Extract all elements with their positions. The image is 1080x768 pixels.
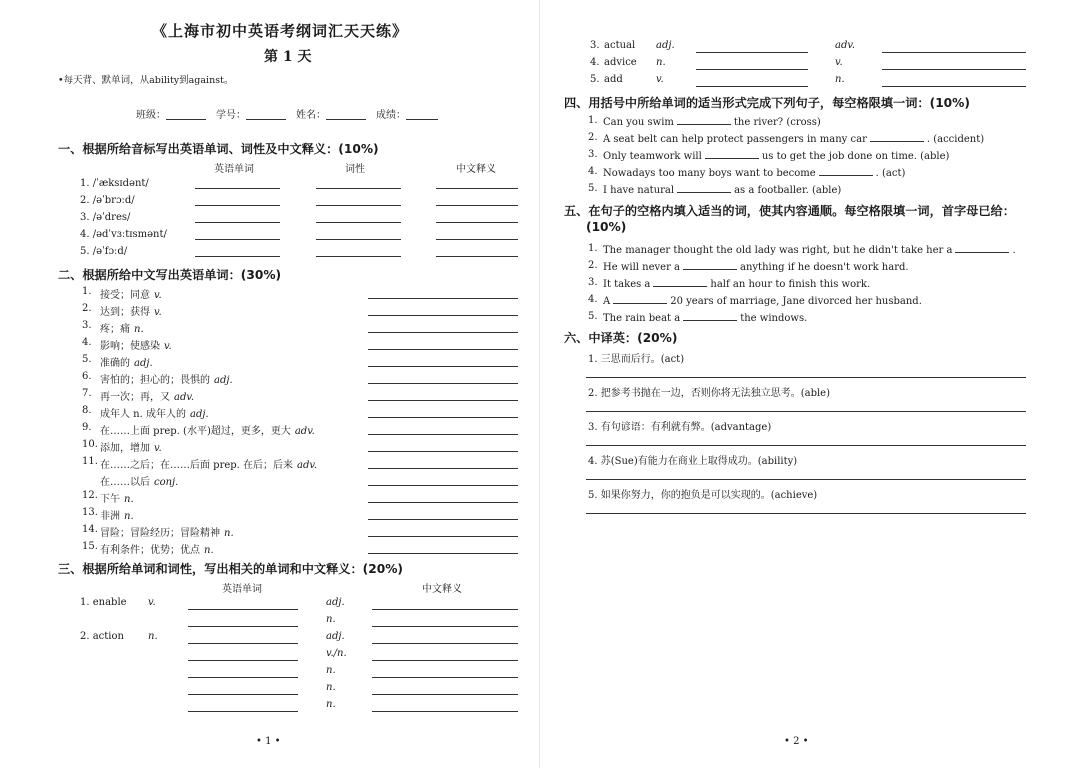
student-id-label: 学号： (216, 110, 246, 121)
given-word: add (604, 74, 623, 85)
student-id-field[interactable] (246, 119, 286, 120)
chinese-meaning (100, 507, 134, 522)
item-number: 4. (82, 337, 92, 348)
given-word: 2. action (80, 631, 124, 642)
answer-field[interactable] (368, 519, 518, 520)
item-number: 4. (588, 294, 598, 305)
item-number: 6. (82, 371, 92, 382)
item-number: 2. (82, 303, 92, 314)
page-2 (540, 0, 1080, 768)
answer-word-field[interactable] (195, 188, 280, 189)
given-word: actual (604, 40, 636, 51)
blank-field[interactable] (677, 183, 731, 193)
answer-field[interactable] (368, 553, 518, 554)
part-of-speech: n. (204, 545, 214, 556)
sentence (603, 132, 984, 145)
answer-meaning-field[interactable] (882, 86, 1026, 87)
blank-field[interactable] (955, 243, 1009, 253)
answer-field[interactable] (368, 502, 518, 503)
phonetic-item: 4. /ədˈvɜːtɪsmənt/ (80, 229, 167, 240)
meaning-text: 接受；同意 (100, 290, 150, 301)
sentence-text: A seat belt can help protect passengers in many car (603, 134, 867, 145)
answer-meaning-field[interactable] (372, 694, 518, 695)
item-number: 11. (82, 456, 98, 467)
part-of-speech: adj. (189, 409, 209, 420)
meaning-text: 害怕的；担心的；畏惧的 (100, 375, 210, 386)
answer-pos-field[interactable] (316, 222, 401, 223)
col-header-meaning: 中文释义 (422, 584, 462, 595)
translation-answer-field[interactable] (586, 513, 1026, 514)
item-number: 14. (82, 524, 98, 535)
answer-word-field[interactable] (188, 677, 298, 678)
phonetic-item: 2. /əˈbrɔːd/ (80, 195, 135, 206)
meaning-text: 达到；获得 (100, 307, 150, 318)
answer-meaning-field[interactable] (372, 660, 518, 661)
part-of-speech: n. (224, 528, 234, 539)
part-of-speech: adv. (294, 426, 315, 437)
chinese-meaning (100, 405, 209, 420)
sentence-text: Can you swim (603, 117, 674, 128)
section-5-heading-score: (10%) (586, 220, 627, 234)
answer-meaning-field[interactable] (372, 609, 518, 610)
sentence-text: I have natural (603, 185, 675, 196)
answer-word-field[interactable] (696, 52, 808, 53)
chinese-meaning (100, 354, 153, 369)
chinese-meaning (100, 286, 162, 301)
blank-field[interactable] (819, 166, 873, 176)
worksheet-title: 《上海市初中英语考纲词汇天天练》 (152, 22, 409, 40)
item-number: 4. (588, 166, 598, 177)
item-number: 2. (588, 260, 598, 271)
chinese-meaning (100, 473, 178, 488)
sentence-text: the river? (cross) (733, 117, 821, 128)
part-of-speech: v. (154, 307, 162, 318)
class-label: 班级： (136, 110, 166, 121)
translation-prompt: 4. 苏(Sue)有能力在商业上取得成功。(ability) (588, 456, 798, 467)
translation-answer-field[interactable] (586, 411, 1026, 412)
sentence (603, 260, 909, 273)
answer-word-field[interactable] (195, 239, 280, 240)
item-number: 12. (82, 490, 98, 501)
item-number: 7. (82, 388, 92, 399)
given-word: advice (604, 57, 637, 68)
day-label: 第 1 天 (264, 49, 312, 65)
part-of-speech: v. (154, 290, 162, 301)
answer-meaning-field[interactable] (372, 711, 518, 712)
blank-field[interactable] (653, 277, 707, 287)
meaning-text: 冒险；冒险经历；冒险精神 (100, 528, 220, 539)
answer-field[interactable] (368, 400, 518, 401)
item-number: 1. (82, 286, 92, 297)
answer-meaning-field[interactable] (436, 222, 518, 223)
part-of-speech: v./n. (326, 648, 347, 659)
meaning-text: 添加，增加 (100, 443, 150, 454)
sentence-text: the windows. (740, 313, 808, 324)
item-number: 3. (82, 320, 92, 331)
answer-meaning-field[interactable] (372, 677, 518, 678)
sentence (603, 311, 807, 324)
chinese-meaning (100, 541, 214, 556)
part-of-speech: adv. (297, 460, 318, 471)
item-number: 1. (588, 115, 598, 126)
item-number: 3. (588, 277, 598, 288)
sentence-text: Nowadays too many boys want to become (603, 168, 816, 179)
item-number: 5. (590, 74, 600, 85)
part-of-speech: n. (124, 494, 134, 505)
answer-pos-field[interactable] (316, 205, 401, 206)
page-number: • 2 • (784, 736, 809, 747)
answer-field[interactable] (368, 451, 518, 452)
item-number: 2. (588, 132, 598, 143)
item-number: 5. (588, 183, 598, 194)
translation-prompt: 2. 把参考书抛在一边，否则你将无法独立思考。(able) (588, 388, 831, 399)
sentence (603, 166, 905, 179)
translation-answer-field[interactable] (586, 445, 1026, 446)
given-word: 1. enable (80, 597, 127, 608)
sentence-text: A (603, 296, 611, 307)
sentence-text: Only teamwork will (603, 151, 702, 162)
chinese-meaning (100, 439, 162, 454)
section-1-heading: 一、根据所给音标写出英语单词、词性及中文释义：(10%) (58, 142, 379, 156)
item-number: 8. (82, 405, 92, 416)
sentence-text: half an hour to finish this work. (710, 279, 871, 290)
answer-word-field[interactable] (696, 86, 808, 87)
part-of-speech: v. (164, 341, 172, 352)
translation-prompt: 3. 有句谚语：有利就有弊。(advantage) (588, 422, 772, 433)
answer-field[interactable] (368, 536, 518, 537)
answer-word-field[interactable] (188, 609, 298, 610)
given-word-pos: v. (656, 74, 664, 85)
sentence-text: us to get the job done on time. (able) (761, 151, 950, 162)
part-of-speech: n. (134, 324, 144, 335)
instruction-note: •每天背、默单词，从ability到against。 (58, 75, 234, 86)
answer-field[interactable] (368, 332, 518, 333)
answer-word-field[interactable] (195, 256, 280, 257)
section-2-heading: 二、根据所给中文写出英语单词：(30%) (58, 268, 282, 282)
item-number: 10. (82, 439, 98, 450)
answer-field[interactable] (368, 366, 518, 367)
blank-field[interactable] (683, 260, 737, 270)
answer-pos-field[interactable] (316, 188, 401, 189)
item-number: 3. (588, 149, 598, 160)
phonetic-item: 5. /əˈfɔːd/ (80, 246, 128, 257)
answer-field[interactable] (368, 417, 518, 418)
translation-prompt: 1. 三思而后行。(act) (588, 354, 685, 365)
answer-word-field[interactable] (188, 694, 298, 695)
page-number: • 1 • (256, 736, 281, 747)
col-header-word: 英语单词 (214, 164, 254, 175)
sentence-text: 20 years of marriage, Jane divorced her husband. (670, 296, 922, 307)
section-4-heading: 四、用括号中所给单词的适当形式完成下列句子，每空格限填一词：(10%) (564, 96, 970, 110)
answer-meaning-field[interactable] (882, 69, 1026, 70)
blank-field[interactable] (870, 132, 924, 142)
item-number: 5. (588, 311, 598, 322)
blank-field[interactable] (677, 115, 731, 125)
sentence (603, 294, 922, 307)
sentence-text: as a footballer. (able) (734, 185, 842, 196)
item-number: 3. (590, 40, 600, 51)
sentence (603, 243, 1016, 256)
chinese-meaning (100, 320, 144, 335)
item-number: 15. (82, 541, 98, 552)
col-header-word: 英语单词 (222, 584, 262, 595)
answer-meaning-field[interactable] (436, 205, 518, 206)
answer-field[interactable] (368, 468, 518, 469)
part-of-speech: n. (326, 682, 336, 693)
answer-meaning-field[interactable] (882, 52, 1026, 53)
class-field[interactable] (166, 119, 206, 120)
meaning-text: 准确的 (100, 358, 130, 369)
answer-meaning-field[interactable] (372, 626, 518, 627)
given-word-pos: adj. (656, 40, 675, 51)
translation-answer-field[interactable] (586, 479, 1026, 480)
part-of-speech: n. (326, 665, 336, 676)
answer-meaning-field[interactable] (436, 188, 518, 189)
sentence-text: . (accident) (926, 134, 985, 145)
phonetic-item: 3. /əˈdres/ (80, 212, 131, 223)
translation-prompt: 5. 如果你努力，你的抱负是可以实现的。(achieve) (588, 490, 818, 501)
answer-field[interactable] (368, 434, 518, 435)
item-number: 5. (82, 354, 92, 365)
part-of-speech: v. (154, 443, 162, 454)
sentence-text: It takes a (603, 279, 651, 290)
part-of-speech: v. (835, 57, 843, 68)
answer-field[interactable] (368, 383, 518, 384)
answer-field[interactable] (368, 315, 518, 316)
given-word-pos: n. (656, 57, 666, 68)
sentence-text: anything if he doesn't work hard. (740, 262, 909, 273)
item-number: 13. (82, 507, 98, 518)
answer-word-field[interactable] (188, 711, 298, 712)
item-number: 4. (590, 57, 600, 68)
blank-field[interactable] (613, 294, 667, 304)
chinese-meaning (100, 456, 317, 471)
meaning-text: 在……之后；在……后面 prep. 在后；后来 (100, 460, 294, 471)
meaning-text: 成年人 n. 成年人的 (100, 409, 186, 420)
meaning-text: 影响；使感染 (100, 341, 160, 352)
section-5-heading: 五、在句子的空格内填入适当的词，使其内容通顺。每空格限填一词，首字母已给： (564, 204, 1015, 218)
answer-meaning-field[interactable] (436, 239, 518, 240)
chinese-meaning (100, 422, 315, 437)
given-word-pos: v. (148, 597, 156, 608)
answer-field[interactable] (368, 485, 518, 486)
part-of-speech: adj. (326, 597, 345, 608)
answer-word-field[interactable] (188, 660, 298, 661)
chinese-meaning (100, 388, 194, 403)
part-of-speech: adj. (134, 358, 153, 369)
given-word-pos: n. (148, 631, 158, 642)
part-of-speech: adv. (835, 40, 856, 51)
sentence-text: The manager thought the old lady was right, but he didn't take her a (603, 245, 953, 256)
sentence (603, 115, 821, 128)
meaning-text: 有利条件；优势；优点 (100, 545, 200, 556)
answer-word-field[interactable] (188, 643, 298, 644)
sentence-text: The rain beat a (603, 313, 681, 324)
sentence-text: He will never a (603, 262, 680, 273)
section-3-heading: 三、根据所给单词和词性，写出相关的单词和中文释义：(20%) (58, 562, 403, 576)
chinese-meaning (100, 303, 162, 318)
answer-field[interactable] (368, 349, 518, 350)
name-field[interactable] (326, 119, 366, 120)
chinese-meaning (100, 337, 172, 352)
blank-field[interactable] (705, 149, 759, 159)
meaning-text: 在……上面 prep. (水平)超过，更多，更大 (100, 426, 291, 437)
answer-word-field[interactable] (188, 626, 298, 627)
score-field[interactable] (406, 119, 438, 120)
meaning-text: 在……以后 (100, 477, 150, 488)
translation-answer-field[interactable] (586, 377, 1026, 378)
answer-meaning-field[interactable] (372, 643, 518, 644)
section-6-heading: 六、中译英：(20%) (564, 331, 678, 345)
sentence-text: . (act) (875, 168, 906, 179)
chinese-meaning (100, 490, 134, 505)
item-number: 1. (588, 243, 598, 254)
col-header-meaning: 中文释义 (456, 164, 496, 175)
meaning-text: 再一次；再，又 (100, 392, 170, 403)
part-of-speech: n. (326, 699, 336, 710)
meaning-text: 疼；痛 (100, 324, 130, 335)
item-number: 9. (82, 422, 92, 433)
part-of-speech: n. (124, 511, 134, 522)
sentence (603, 183, 841, 196)
answer-pos-field[interactable] (316, 239, 401, 240)
phonetic-item: 1. /ˈæksɪdənt/ (80, 178, 149, 189)
part-of-speech: conj. (154, 477, 179, 488)
answer-pos-field[interactable] (316, 256, 401, 257)
blank-field[interactable] (683, 311, 737, 321)
meaning-text: 下午 (100, 494, 120, 505)
answer-word-field[interactable] (195, 222, 280, 223)
part-of-speech: adv. (174, 392, 195, 403)
answer-word-field[interactable] (696, 69, 808, 70)
name-label: 姓名： (296, 110, 326, 121)
part-of-speech: adj. (326, 631, 345, 642)
score-label: 成绩： (376, 110, 406, 121)
chinese-meaning (100, 524, 234, 539)
part-of-speech: n. (326, 614, 336, 625)
col-header-pos: 词性 (345, 164, 365, 175)
part-of-speech: adj. (214, 375, 233, 386)
answer-field[interactable] (368, 298, 518, 299)
chinese-meaning (100, 371, 233, 386)
answer-meaning-field[interactable] (436, 256, 518, 257)
meaning-text: 非洲 (100, 511, 120, 522)
part-of-speech: n. (835, 74, 845, 85)
sentence (603, 277, 870, 290)
sentence-text: . (1012, 245, 1016, 256)
answer-word-field[interactable] (195, 205, 280, 206)
sentence (603, 149, 949, 162)
